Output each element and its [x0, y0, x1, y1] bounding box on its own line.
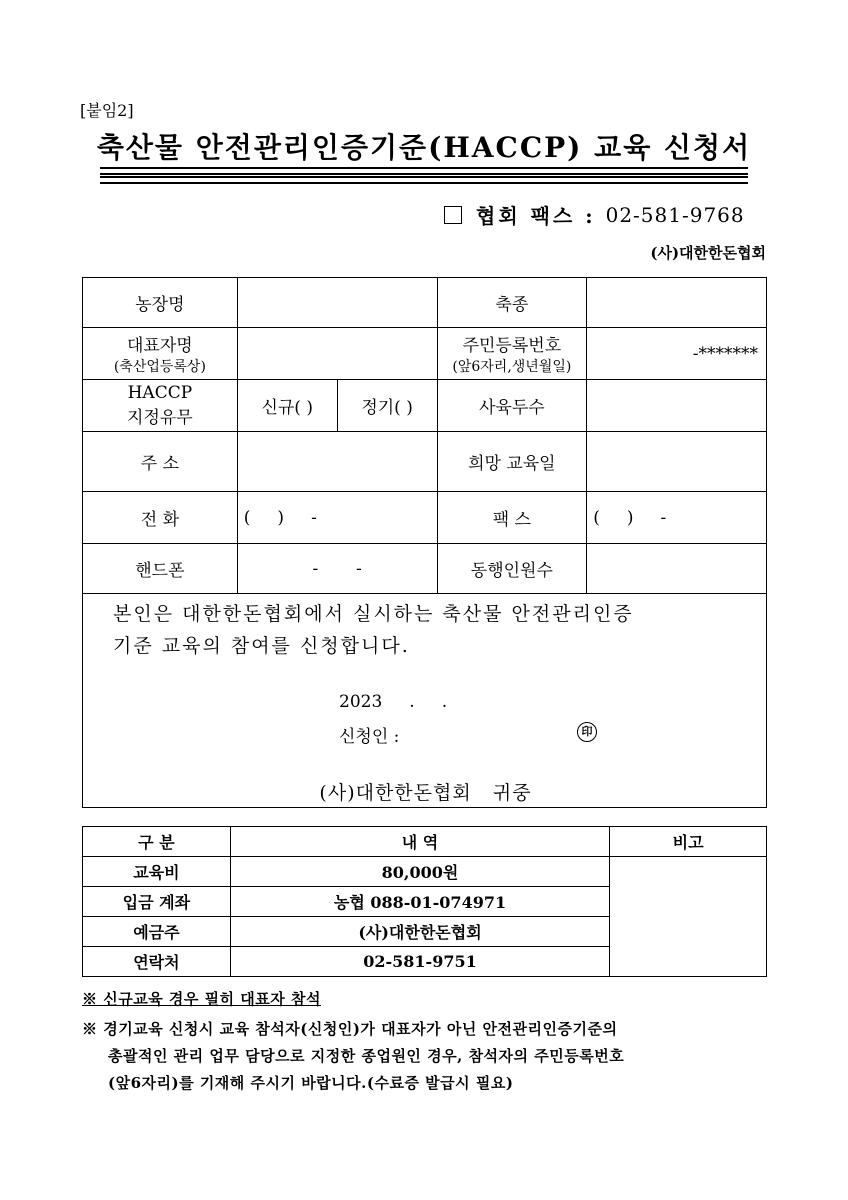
- note-line-3: (앞6자리)를 기재해 주시기 바랍니다.(수료증 발급시 필요): [108, 1074, 514, 1092]
- payment-remark-field: [610, 857, 767, 977]
- fax-number: 02-581-9768: [605, 202, 745, 227]
- payment-header-detail: 내 역: [230, 827, 609, 857]
- phone-label: 전 화: [83, 492, 238, 544]
- mobile-label: 핸드폰: [83, 544, 238, 594]
- farm-name-label: 농장명: [83, 278, 238, 328]
- declaration-box: [82, 592, 767, 808]
- declaration-recipient: (사)대한한돈협회 귀중: [319, 782, 532, 804]
- applicant-label: 신청인 :: [339, 727, 400, 747]
- desired-date-field[interactable]: [587, 432, 767, 492]
- regular-option[interactable]: 정기( ): [337, 380, 437, 432]
- resident-sub: (앞6자리,생년월일): [452, 359, 572, 375]
- resident-label-cell: [437, 328, 587, 380]
- table-row: [83, 857, 767, 887]
- rep-name-sub: (축산업등록상): [113, 359, 206, 375]
- note-regular-education: [82, 1016, 772, 1097]
- payment-row-label: 교육비: [83, 857, 231, 887]
- desired-date-label: 희망 교육일: [437, 432, 587, 492]
- companion-field[interactable]: [587, 544, 767, 594]
- companion-label: 동행인원수: [437, 544, 587, 594]
- payment-row-value: (사)대한한돈협회: [230, 917, 609, 947]
- address-field[interactable]: [237, 432, 437, 492]
- payment-row-label: 예금주: [83, 917, 231, 947]
- fax-field[interactable]: ( ) -: [587, 492, 767, 544]
- payment-row-label: 입금 계좌: [83, 887, 231, 917]
- payment-header-remark: 비고: [610, 827, 767, 857]
- farm-name-field[interactable]: [237, 278, 437, 328]
- rep-name-field[interactable]: [237, 328, 437, 380]
- payment-row-label: 연락처: [83, 947, 231, 977]
- declaration-line-2: 기준 교육의 참여를 신청합니다.: [113, 635, 410, 657]
- title-double-rule-top: [100, 167, 748, 175]
- haccp-label-2: 지정유무: [127, 408, 193, 428]
- organization-name: (사)대한한돈협회: [650, 244, 766, 262]
- note-line-1: ※ 경기교육 신청시 교육 참석자(신청인)가 대표자가 아닌 안전관리인증기준의: [82, 1020, 618, 1038]
- haccp-label-1: HACCP: [127, 383, 193, 403]
- note-line-2: 총괄적인 관리 업무 담당으로 지정한 종업원인 경우, 참석자의 주민등록번호: [108, 1047, 625, 1065]
- fax-field-label: 팩 스: [437, 492, 587, 544]
- species-label: 축종: [437, 278, 587, 328]
- attachment-label: [붙임2]: [80, 101, 134, 120]
- association-fax: [444, 200, 745, 229]
- title-double-rule-bottom: [100, 176, 748, 184]
- seal-icon: 印: [577, 722, 597, 742]
- species-field[interactable]: [587, 278, 767, 328]
- page-title: 축산물 안전관리인증기준(HACCP) 교육 신청서: [96, 131, 752, 164]
- payment-table: [82, 826, 767, 977]
- application-form-table: [82, 277, 767, 594]
- new-option[interactable]: 신규( ): [237, 380, 337, 432]
- payment-row-value: 02-581-9751: [230, 947, 609, 977]
- payment-row-value: 80,000원: [230, 857, 609, 887]
- head-count-label: 사육두수: [437, 380, 587, 432]
- haccp-label-cell: [83, 380, 238, 432]
- address-label: 주 소: [83, 432, 238, 492]
- fax-label: 협회 팩스 :: [476, 204, 596, 228]
- note-new-education: ※ 신규교육 경우 필히 대표자 참석: [82, 990, 321, 1008]
- phone-field[interactable]: ( ) -: [237, 492, 437, 544]
- resident-field[interactable]: -*******: [587, 328, 767, 380]
- declaration-line-1: 본인은 대한한돈협회에서 실시하는 축산물 안전관리인증: [113, 603, 634, 625]
- payment-row-value: 농협 088-01-074971: [230, 887, 609, 917]
- declaration-text: [113, 598, 753, 662]
- head-count-field[interactable]: [587, 380, 767, 432]
- rep-name-label-cell: [83, 328, 238, 380]
- mobile-field[interactable]: - -: [237, 544, 437, 594]
- rep-name-label: 대표자명: [127, 336, 193, 356]
- checkbox[interactable]: [444, 206, 462, 224]
- declaration-date: 2023 . .: [339, 692, 448, 712]
- resident-label: 주민등록번호: [462, 336, 562, 356]
- payment-header-category: 구 분: [83, 827, 231, 857]
